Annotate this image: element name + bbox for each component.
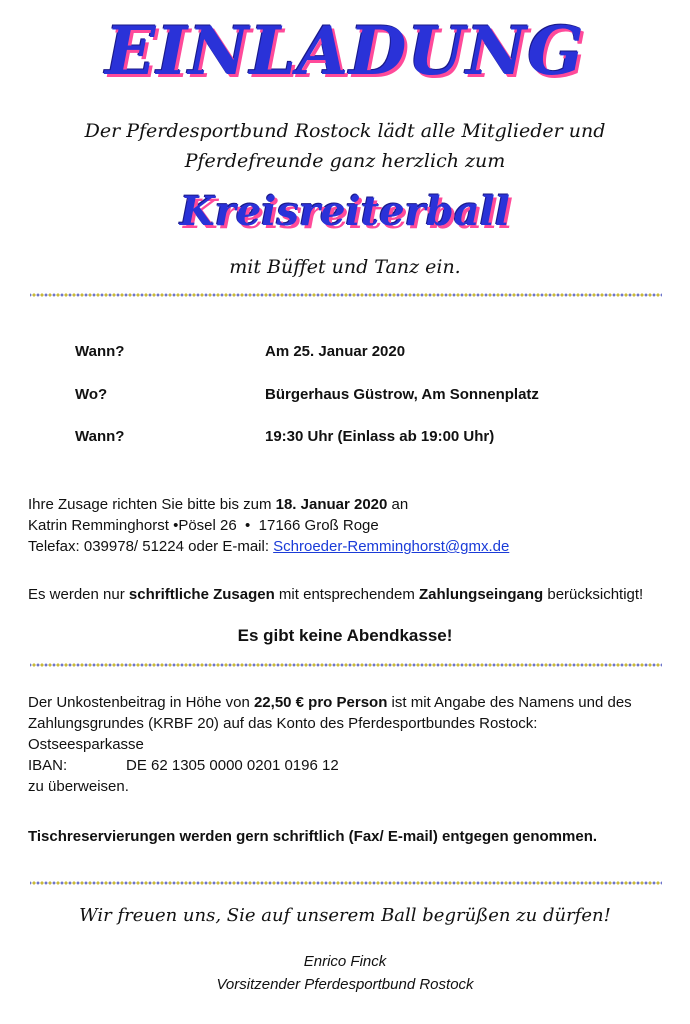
rsvp-deadline: 18. Januar 2020 [275,496,388,513]
table-reservation-notice: Tischreservierungen werden gern schriftlich (Fax/ E-mail) entgegen genommen. [28,828,598,845]
email-link[interactable]: Schroeder-Remminghorst@gmx.de [273,538,510,555]
divider-bottom [30,880,662,886]
notice-text: Es werden nur [28,586,129,603]
notice-bold-1: schriftliche Zusagen [128,586,275,603]
bank-name: Ostseesparkasse [28,736,144,753]
rsvp-text: Ihre Zusage richten Sie bitte bis zum [28,496,276,513]
payment-line-1 [28,692,632,713]
payment-block [28,692,632,797]
detail-label-when: Wann? [75,343,125,360]
iban-line [28,755,632,776]
signature-role: Vorsitzender Pferdesportbund Rostock [216,976,474,993]
rsvp-address [28,515,509,536]
event-subtitle: mit Büffet und Tanz ein. [229,256,461,278]
bullet-separator: • [245,517,251,534]
iban-value: DE 62 1305 0000 0201 0196 12 [126,757,339,774]
payment-text: Der Unkostenbeitrag in Höhe von [28,694,254,711]
contact-street: Pösel 26 [178,517,237,534]
notice-text-3: berücksichtigt! [543,586,644,603]
bullet-separator: • [173,517,179,534]
notice-bold-2: Zahlungseingang [419,586,544,603]
intro-line-2: Pferdefreunde ganz herzlich zum [184,150,506,172]
closing-line: Wir freuen uns, Sie auf unserem Ball begrüßen zu dürfen! [79,905,611,926]
iban-label: IBAN: [28,757,68,774]
payment-text-2: ist mit Angabe des Namens und des [387,694,632,711]
rsvp-block [28,494,509,557]
notice-text-2: mit entsprechendem [274,586,420,603]
rsvp-contact [28,536,509,557]
invitation-title: EINLADUNG [105,12,585,90]
rsvp-text-end: an [387,496,409,513]
payment-amount: 22,50 € pro Person [253,694,388,711]
payment-line-2: Zahlungsgrundes (KRBF 20) auf das Konto des Pferdesportbundes Rostock: [28,715,538,732]
detail-value-date: Am 25. Januar 2020 [265,343,406,360]
detail-value-time: 19:30 Uhr (Einlass ab 19:00 Uhr) [265,428,495,445]
signature-name: Enrico Finck [303,953,387,970]
event-name: Kreisreiterball [180,188,510,235]
no-box-office-notice: Es gibt keine Abendkasse! [237,626,453,645]
contact-name: Katrin Remminghorst [28,517,169,534]
intro-line-1: Der Pferdesportbund Rostock lädt alle Mitglieder und [84,120,606,142]
notice-line [28,584,643,605]
detail-value-location: Bürgerhaus Güstrow, Am Sonnenplatz [265,386,539,403]
contact-city: 17166 Groß Roge [258,517,379,534]
payment-line-5: zu überweisen. [28,778,129,795]
divider-middle [30,662,662,668]
rsvp-line-1 [28,494,509,515]
divider-top [30,292,662,298]
detail-label-where: Wo? [75,386,108,403]
detail-label-time: Wann? [75,428,125,445]
fax-text: Telefax: 039978/ 51224 oder E-mail: [28,538,274,555]
